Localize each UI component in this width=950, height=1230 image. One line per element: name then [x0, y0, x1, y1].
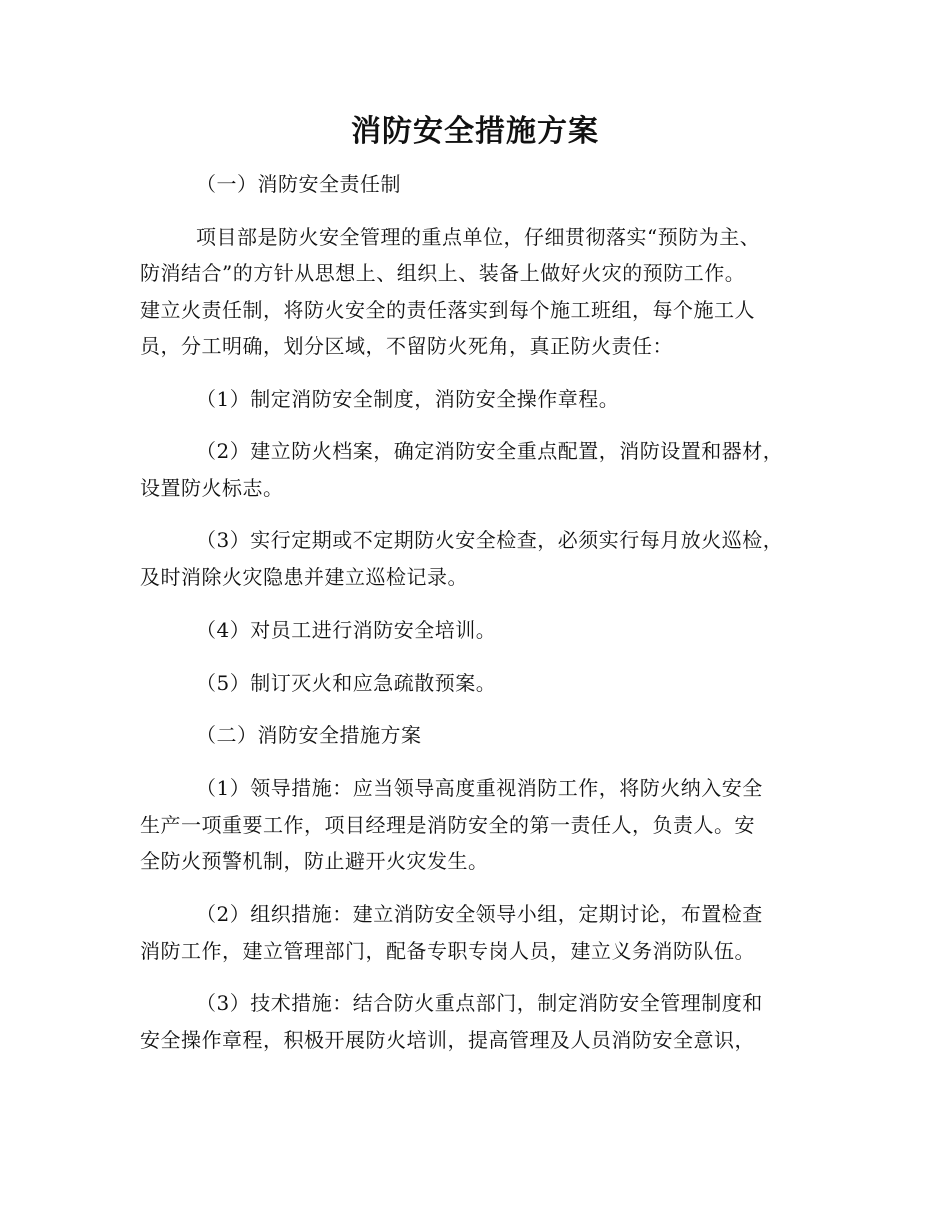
measure-item-2: （2）组织措施：建立消防安全领导小组，定期讨论，布置检查 — [196, 902, 763, 926]
list-item-3: （3）实行定期或不定期防火安全检查，必须实行每月放火巡检， — [196, 528, 784, 552]
measure-item-1-cont: 全防火预警机制，防止避开火灾发生。 — [140, 849, 489, 873]
measure-item-2-cont: 消防工作，建立管理部门，配备专职专岗人员，建立义务消防队伍。 — [140, 939, 755, 963]
paragraph-line: 防消结合”的方针从思想上、组织上、装备上做好火灾的预防工作。 — [140, 261, 746, 285]
paragraph-line: 员，分工明确，划分区域，不留防火死角，真正防火责任： — [140, 334, 673, 358]
measure-item-3-cont: 安全操作章程，积极开展防火培训，提高管理及人员消防安全意识， — [140, 1028, 755, 1052]
measure-item-3: （3）技术措施：结合防火重点部门，制定消防安全管理制度和 — [196, 991, 763, 1015]
measure-item-1-cont: 生产一项重要工作，项目经理是消防安全的第一责任人，负责人。安 — [140, 813, 755, 837]
list-item-1: （1）制定消防安全制度，消防安全操作章程。 — [196, 387, 620, 411]
paragraph-line: 建立火责任制，将防火安全的责任落实到每个施工班组，每个施工人 — [140, 298, 755, 322]
list-item-3-cont: 及时消除火灾隐患并建立巡检记录。 — [140, 565, 468, 589]
list-item-4: （4）对员工进行消防安全培训。 — [196, 618, 497, 642]
section-heading-1: （一）消防安全责任制 — [196, 172, 401, 196]
document-title: 消防安全措施方案 — [351, 114, 599, 149]
paragraph-line: 项目部是防火安全管理的重点单位，仔细贯彻落实“预防为主、 — [196, 225, 761, 249]
list-item-2-cont: 设置防火标志。 — [140, 476, 284, 500]
list-item-2: （2）建立防火档案，确定消防安全重点配置，消防设置和器材， — [196, 439, 784, 463]
list-item-5: （5）制订灭火和应急疏散预案。 — [196, 671, 497, 695]
section-heading-2: （二）消防安全措施方案 — [196, 723, 422, 747]
measure-item-1: （1）领导措施：应当领导高度重视消防工作，将防火纳入安全 — [196, 776, 763, 800]
